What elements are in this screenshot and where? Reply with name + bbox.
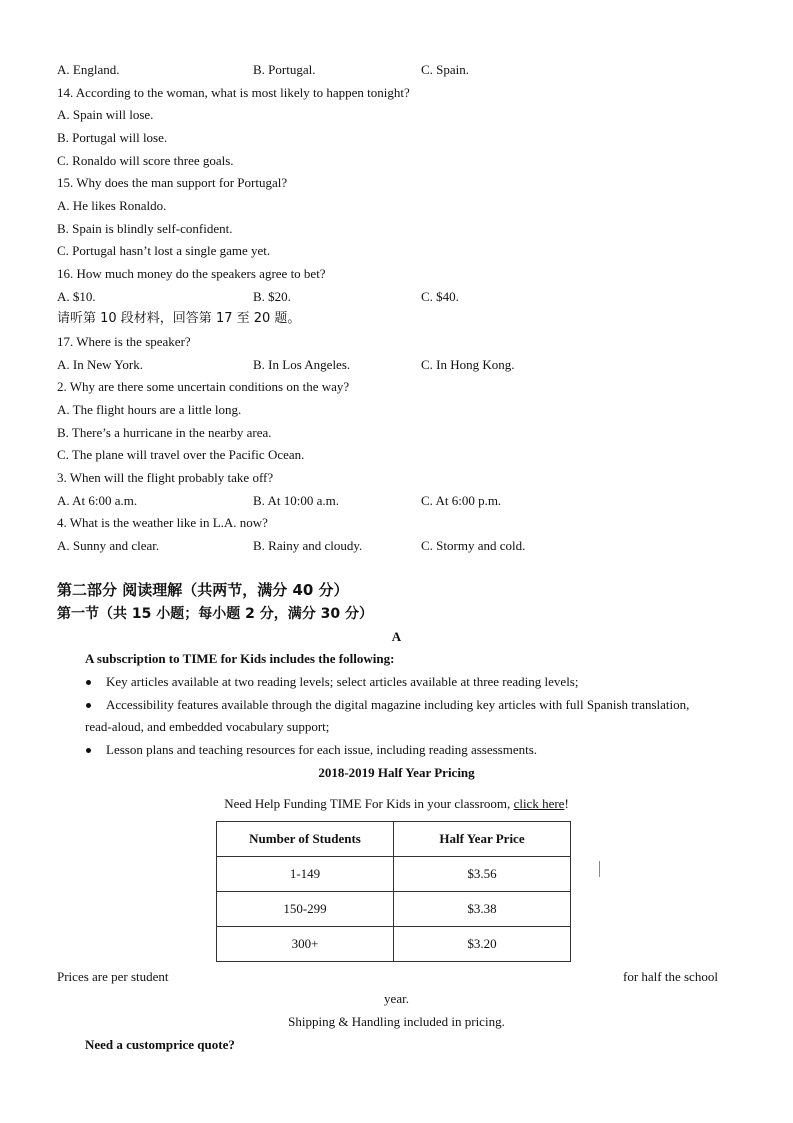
- option-b: B. Portugal.: [253, 62, 316, 77]
- listening-instruction: 请听第 10 段材料，回答第 17 至 20 题。: [57, 311, 301, 326]
- passage-heading: A subscription to TIME for Kids includes the following:: [85, 651, 395, 666]
- option-b: B. In Los Angeles.: [253, 357, 351, 372]
- option-b: B. $20.: [253, 289, 291, 304]
- funding-end: !: [564, 796, 569, 811]
- option-a: A. England.: [57, 62, 120, 77]
- option-b: B. Rainy and cloudy.: [253, 538, 363, 553]
- option-c: C. Portugal hasn’t lost a single game yet.: [57, 243, 271, 258]
- table-cell: 1-149: [217, 857, 394, 892]
- column-header: Half Year Price: [394, 822, 571, 857]
- table-cell: $3.20: [394, 927, 571, 962]
- option-c: C. The plane will travel over the Pacific Ocean.: [57, 447, 305, 462]
- table-cell: 300+: [217, 927, 394, 962]
- bullet-item: Key articles available at two reading levels; select articles available at three reading levels;: [106, 674, 579, 689]
- table-row: [217, 892, 571, 927]
- option-a: A. In New York.: [57, 357, 143, 372]
- question-stem: 16. How much money do the speakers agree to bet?: [57, 266, 326, 281]
- question-stem: 17. Where is the speaker?: [57, 334, 191, 349]
- price-note-end: year.: [384, 991, 409, 1006]
- bullet-item: Accessibility features available through the digital magazine including key articles with full Spanish translation,: [106, 697, 690, 712]
- bullet-item-continued: read-aloud, and embedded vocabulary support;: [85, 719, 330, 734]
- column-header: Number of Students: [217, 822, 394, 857]
- funding-line: [0, 796, 793, 812]
- section-title: 第一节（共 15 小题；每小题 2 分，满分 30 分）: [57, 606, 373, 622]
- option-c: C. Spain.: [421, 62, 470, 77]
- question-stem: 3. When will the flight probably take off?: [57, 470, 274, 485]
- question-stem: 15. Why does the man support for Portugal?: [57, 175, 288, 190]
- table-cell: $3.56: [394, 857, 571, 892]
- table-row: [217, 857, 571, 892]
- click-here-link[interactable]: click here: [513, 796, 565, 811]
- option-c: C. Ronaldo will score three goals.: [57, 153, 234, 168]
- option-c: C. In Hong Kong.: [421, 357, 515, 372]
- option-b: B. There’s a hurricane in the nearby area.: [57, 425, 272, 440]
- price-note-right: for half the school: [623, 969, 718, 984]
- price-note-left: Prices are per student: [57, 969, 169, 984]
- passage-letter: A: [391, 629, 402, 644]
- part-title: 第二部分 阅读理解（共两节，满分 40 分）: [57, 581, 349, 599]
- question-stem: 2. Why are there some uncertain conditions on the way?: [57, 379, 350, 394]
- table-row: [217, 927, 571, 962]
- option-b: B. At 10:00 a.m.: [253, 493, 339, 508]
- option-a: A. Spain will lose.: [57, 107, 154, 122]
- option-a: A. He likes Ronaldo.: [57, 198, 167, 213]
- pricing-title: 2018-2019 Half Year Pricing: [318, 765, 475, 780]
- option-a: A. At 6:00 a.m.: [57, 493, 138, 508]
- option-a: A. The flight hours are a little long.: [57, 402, 242, 417]
- bullet-dot: [86, 703, 91, 708]
- bullet-dot: [86, 748, 91, 753]
- option-a: A. $10.: [57, 289, 96, 304]
- option-a: A. Sunny and clear.: [57, 538, 160, 553]
- table-cell: $3.38: [394, 892, 571, 927]
- text-cursor: [599, 861, 600, 877]
- option-c: C. At 6:00 p.m.: [421, 493, 502, 508]
- pricing-table: [216, 821, 571, 962]
- funding-text: Need Help Funding TIME For Kids in your classroom,: [224, 796, 514, 811]
- question-stem: 14. According to the woman, what is most likely to happen tonight?: [57, 85, 410, 100]
- bullet-item: Lesson plans and teaching resources for each issue, including reading assessments.: [106, 742, 538, 757]
- bullet-dot: [86, 680, 91, 685]
- option-b: B. Portugal will lose.: [57, 130, 168, 145]
- shipping-note: Shipping & Handling included in pricing.: [288, 1014, 505, 1029]
- option-c: C. Stormy and cold.: [421, 538, 526, 553]
- table-header-row: [217, 822, 571, 857]
- option-c: C. $40.: [421, 289, 459, 304]
- question-stem: 4. What is the weather like in L.A. now?: [57, 515, 268, 530]
- custom-quote-heading: Need a customprice quote?: [85, 1037, 235, 1052]
- table-cell: 150-299: [217, 892, 394, 927]
- option-b: B. Spain is blindly self-confident.: [57, 221, 233, 236]
